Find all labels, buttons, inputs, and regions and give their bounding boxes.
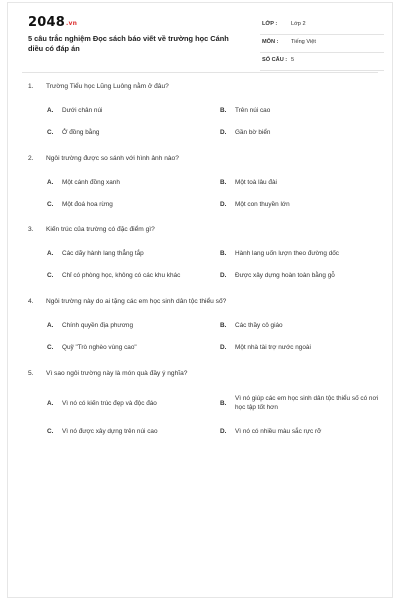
option-text: Trên núi cao <box>235 107 271 114</box>
meta-val-socau: 5 <box>291 57 295 63</box>
option-text: Được xây dựng hoàn toàn bằng gỗ <box>235 272 335 279</box>
option-letter: D. <box>220 201 227 208</box>
option-text: Quỹ "Trò nghèo vùng cao" <box>62 344 137 351</box>
option-text: Các thầy cô giáo <box>235 322 283 329</box>
question-number: 1. <box>28 83 34 90</box>
option-text: Một cánh đồng xanh <box>62 179 120 186</box>
question-text <box>28 370 187 377</box>
option-text: Một đoá hoa rừng <box>62 201 113 208</box>
option-letter: A. <box>47 107 54 114</box>
option-letter: D. <box>220 344 227 351</box>
option-letter: C. <box>47 129 54 136</box>
meta-key-socau: SỐ CÂU : <box>262 57 288 63</box>
option-letter: C. <box>47 344 54 351</box>
option-letter: A. <box>47 179 54 186</box>
option-letter: B. <box>220 400 227 407</box>
option-text: Vì nó được xây dựng trên núi cao <box>62 428 158 435</box>
option-text: Các dãy hành lang thẳng tắp <box>62 250 144 257</box>
header-divider <box>22 72 378 73</box>
logo-name: 2048 <box>28 15 65 30</box>
option-text: Hành lang uốn lượn theo đường dốc <box>235 250 339 257</box>
worksheet-page <box>7 2 393 598</box>
option-text: Chính quyền địa phương <box>62 322 134 329</box>
site-logo[interactable] <box>28 15 77 30</box>
option-text: Một toà lâu đài <box>235 179 277 186</box>
meta-row-lop <box>260 17 384 35</box>
question-label: Ngôi trường được so sánh với hình ảnh nào? <box>46 155 179 162</box>
meta-info <box>260 17 384 71</box>
option-letter: C. <box>47 201 54 208</box>
header <box>8 3 392 65</box>
question-number: 5. <box>28 370 34 377</box>
option-letter: A. <box>47 400 54 407</box>
option-letter: A. <box>47 322 54 329</box>
option-text: Một con thuyền lớn <box>235 201 290 208</box>
question-text <box>28 226 155 233</box>
question-number: 2. <box>28 155 34 162</box>
option-letter: C. <box>47 428 54 435</box>
option-text: Vì nó có kiến trúc đẹp và độc đáo <box>62 400 157 407</box>
option-letter: B. <box>220 179 227 186</box>
option-letter: A. <box>47 250 54 257</box>
quiz-title: 5 câu trắc nghiệm Đọc sách báo viết về trường học Cánh diều có đáp án <box>28 34 229 53</box>
option-letter: D. <box>220 129 227 136</box>
question-label: Vì sao ngôi trường này là món quà đầy ý nghĩa? <box>46 370 188 377</box>
option-letter: D. <box>220 428 227 435</box>
meta-val-mon: Tiếng Việt <box>291 39 316 45</box>
logo-tld: .vn <box>65 20 78 27</box>
question-label: Trường Tiểu học Lũng Luông nằm ở đâu? <box>46 83 169 90</box>
option-text: Vì nó giúp các em học sinh dân tộc thiểu số có nơi học tập tốt hơn <box>235 395 379 411</box>
question-label: Kiến trúc của trường có đặc điểm gì? <box>46 226 155 233</box>
option-text: Vì nó có nhiều màu sắc rực rỡ <box>235 428 322 435</box>
question-label: Ngôi trường này do ai tặng các em học sinh dân tộc thiểu số? <box>46 298 227 305</box>
option-letter: D. <box>220 272 227 279</box>
option-text: Chỉ có phòng học, không có các khu khác <box>62 272 181 279</box>
meta-row-socau <box>260 53 384 71</box>
option-text: Dưới chân núi <box>62 107 103 114</box>
meta-key-mon: MÔN : <box>262 39 279 45</box>
question-number: 4. <box>28 298 34 305</box>
option-text: Ở đồng bằng <box>62 129 100 136</box>
meta-key-lop: LỚP : <box>262 21 278 27</box>
meta-val-lop: Lớp 2 <box>291 21 306 27</box>
question-number: 3. <box>28 226 34 233</box>
question-text <box>28 83 169 90</box>
option-letter: C. <box>47 272 54 279</box>
option-text: Gần bờ biển <box>235 129 271 136</box>
option-text: Một nhà tài trợ nước ngoài <box>235 344 311 351</box>
question-text <box>28 155 179 162</box>
option-letter: B. <box>220 250 227 257</box>
meta-row-mon <box>260 35 384 53</box>
question-text <box>28 298 226 305</box>
option-letter: B. <box>220 107 227 114</box>
option-letter: B. <box>220 322 227 329</box>
